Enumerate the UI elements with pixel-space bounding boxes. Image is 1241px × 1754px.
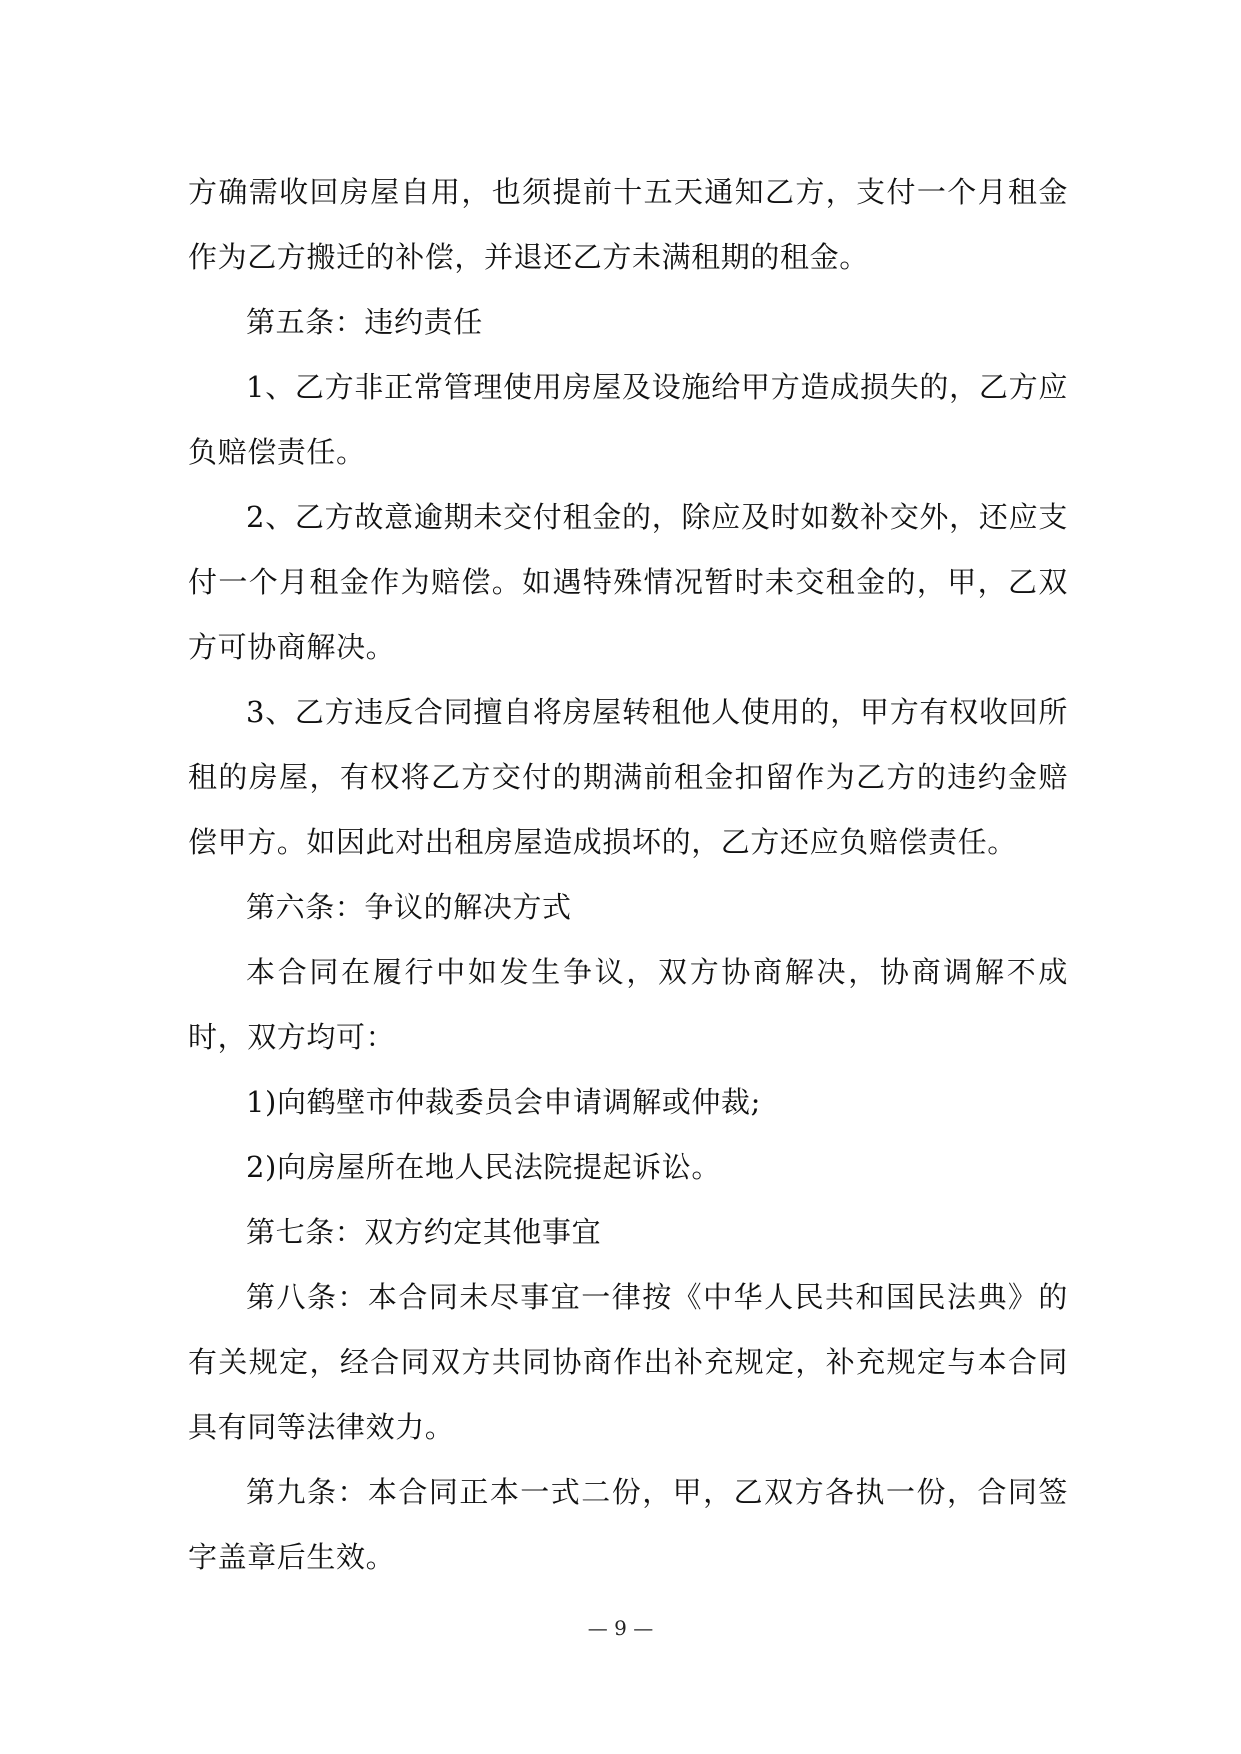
article-9-body: 第九条：本合同正本一式二份，甲，乙双方各执一份，合同签字盖章后生效。 [188, 1475, 1068, 1574]
document-body [188, 160, 1068, 1590]
page-number: — 9 — [587, 1616, 654, 1640]
paragraph-continuation: 方确需收回房屋自用，也须提前十五天通知乙方，支付一个月租金作为乙方搬迁的补偿，并退还乙方未满租期的租金。 [188, 175, 1068, 274]
article-5-heading: 第五条：违约责任 [246, 305, 483, 339]
article-6-heading: 第六条：争议的解决方式 [246, 890, 572, 924]
article-5-clause-1: 1、乙方非正常管理使用房屋及设施给甲方造成损失的，乙方应负赔偿责任。 [188, 370, 1068, 469]
article-7-heading: 第七条：双方约定其他事宜 [246, 1215, 602, 1249]
article-5-clause-3: 3、乙方违反合同擅自将房屋转租他人使用的，甲方有权收回所租的房屋，有权将乙方交付的期满前租金扣留作为乙方的违约金赔偿甲方。如因此对出租房屋造成损坏的，乙方还应负赔偿责任。 [188, 695, 1068, 859]
article-6-option-1: 1)向鹤壁市仲裁委员会申请调解或仲裁; [246, 1085, 761, 1119]
article-5-clause-2: 2、乙方故意逾期未交付租金的，除应及时如数补交外，还应支付一个月租金作为赔偿。如遇特殊情况暂时未交租金的，甲，乙双方可协商解决。 [188, 500, 1068, 664]
article-6-option-2: 2)向房屋所在地人民法院提起诉讼。 [246, 1150, 721, 1184]
article-6-body: 本合同在履行中如发生争议，双方协商解决，协商调解不成时，双方均可： [188, 955, 1068, 1054]
article-8-body: 第八条：本合同未尽事宜一律按《中华人民共和国民法典》的有关规定，经合同双方共同协商作出补充规定，补充规定与本合同具有同等法律效力。 [188, 1280, 1068, 1444]
